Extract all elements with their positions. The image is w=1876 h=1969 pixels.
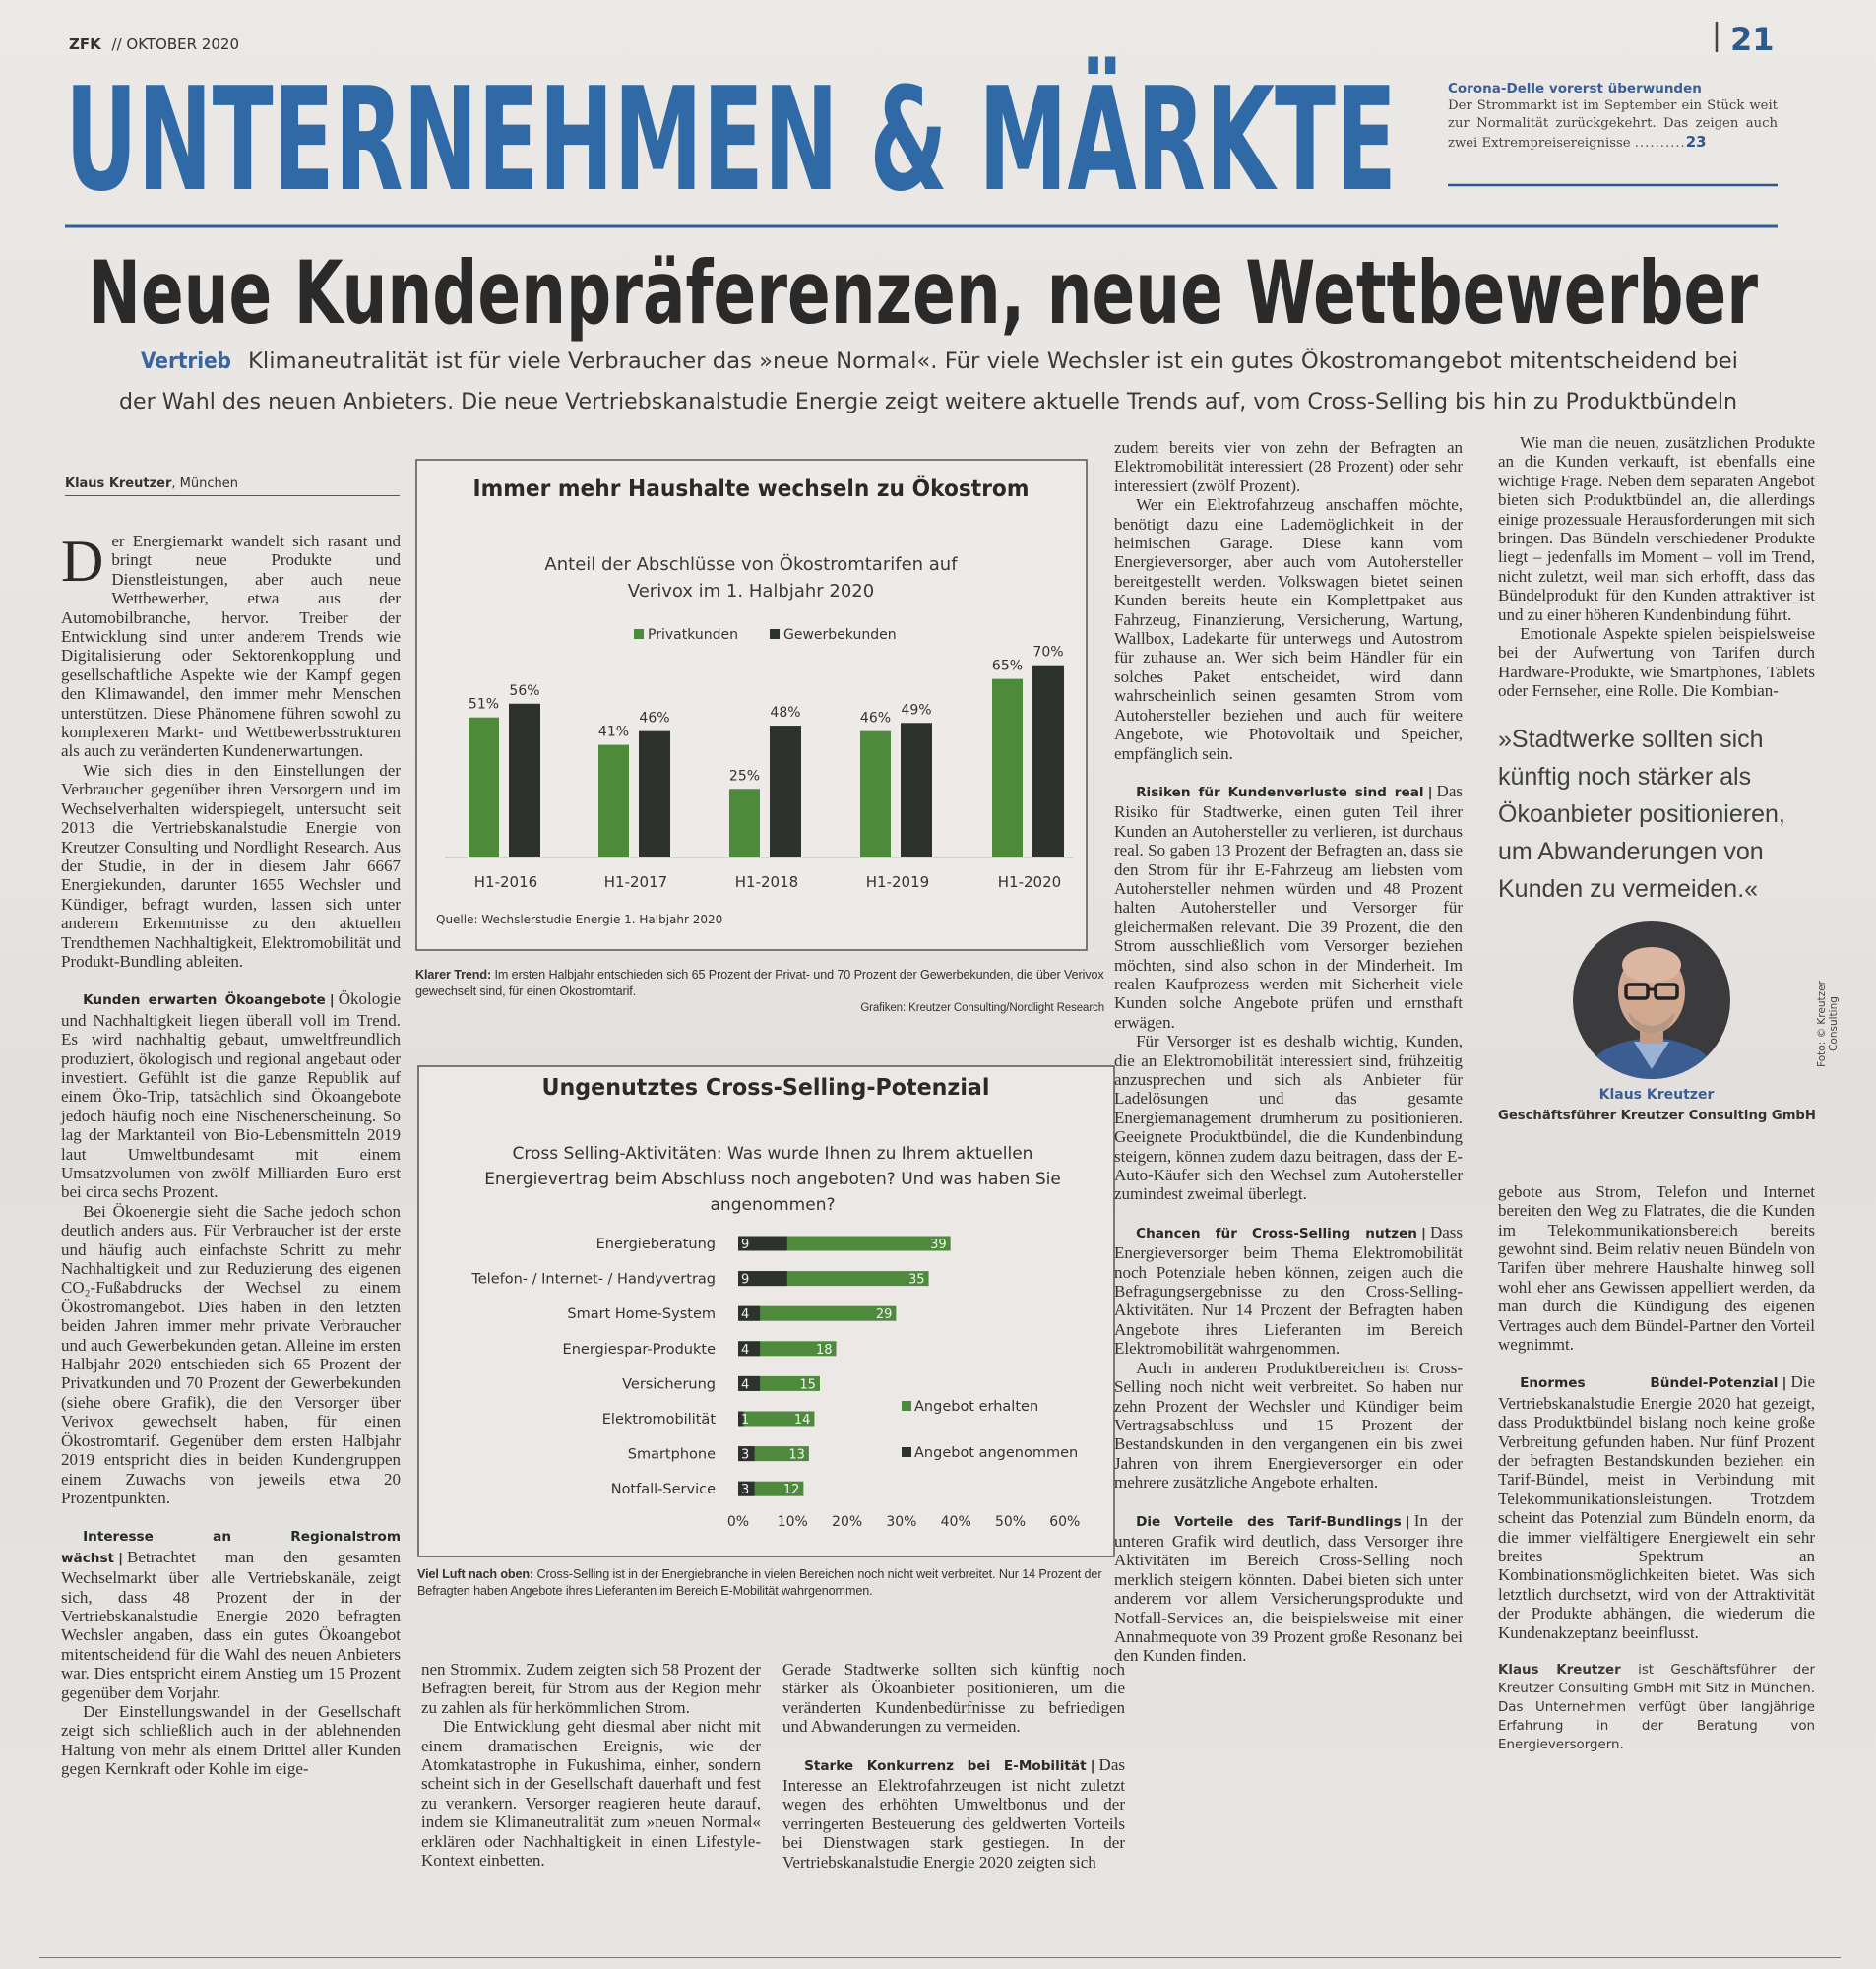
masthead bbox=[0, 0, 1876, 453]
bar-value-label-angenommen: 3 bbox=[741, 1447, 750, 1463]
paragraph bbox=[1498, 1182, 1815, 1355]
category-label: Smart Home-System bbox=[567, 1306, 716, 1323]
unit: % bbox=[746, 768, 761, 785]
subhead: Risiken für Kundenverluste sind real bbox=[1136, 784, 1424, 800]
column-5 bbox=[1114, 1223, 1463, 1666]
paragraph bbox=[782, 1660, 1125, 1737]
deck-kicker: Vertrieb bbox=[141, 349, 231, 374]
chart-question-2: Energievertrag beim Abschluss noch angeboten? Und was haben Sie bbox=[484, 1170, 1061, 1189]
subhead-separator: | bbox=[1782, 1375, 1787, 1392]
unit: % bbox=[877, 710, 892, 727]
bar-value-label bbox=[598, 725, 629, 740]
byline-place: , München bbox=[171, 476, 238, 491]
column-6 bbox=[1498, 433, 1815, 701]
category-label: Notfall-Service bbox=[610, 1482, 716, 1498]
bar-value-label bbox=[729, 768, 760, 784]
section-paragraph bbox=[1114, 782, 1463, 1032]
x-tick-label: 40% bbox=[940, 1514, 971, 1530]
column-4 bbox=[1114, 438, 1463, 1204]
section-title: UNTERNEHMEN & MÄRKTE bbox=[65, 57, 1397, 223]
paragraph-text: Wie sich dies in den Einstellungen der Verbraucher gegenüber ihren Versorgern und im Wechselverhalten widerspiegelt, untersucht seit 2013 die Vertriebskanalstudie Energie von Kreutzer Consulting und Nordlight Research. Aus der Studie, in der in diesem Jahr 6667 Energiekunden, darunter 1655 Wechsler und Kündiger, befragt wurden, lassen sich unter anderem Erkenntnisse zu den aktuellen Trendthemen Nachhaltigkeit, Elektromobilität und Produkt-Bundling ableiten. bbox=[61, 760, 401, 971]
drop-cap: D bbox=[61, 529, 104, 594]
issue-line bbox=[69, 35, 239, 53]
subhead: Chancen für Cross-Selling nutzen bbox=[1136, 1225, 1417, 1241]
value: 65 bbox=[991, 658, 1010, 674]
caption-lead: Klarer Trend: bbox=[415, 968, 492, 982]
bar-value-label-erhalten: 12 bbox=[782, 1483, 800, 1498]
bar-value-label-angenommen: 3 bbox=[741, 1483, 750, 1498]
paragraph-text: Wie man die neuen, zusätzlichen Produkte an die Kunden verkauft, ist ebenfalls eine wichtige Frage. Neben dem separaten Angebot bieten sich Produktbündel an, die allerdings einige prozessuale Herausforderungen mit sich bringen. Das Bündeln verschiedener Produkte liegt – jedenfalls im Moment – voll im Trend, nicht zuletzt, weil man sich erhofft, dass das Bündelprodukt für den Kunden attraktiver ist und zu einer höheren Kundenbindung führt. bbox=[1498, 433, 1815, 624]
value: 56 bbox=[509, 682, 528, 699]
bar-gewerbekunden bbox=[901, 723, 932, 857]
bar-value-label bbox=[1032, 645, 1063, 661]
byline-author: Klaus Kreutzer bbox=[65, 476, 172, 491]
paragraph-text: Für Versorger ist es deshalb wichtig, Kunden, die an Elektromobilität interessiert sind, frühzeitig anzusprechen und sich als Anbieter für Ladelösungen und das gesamte Energiemanagement drumherum zu positionieren. Geeignete Produktbündel, die die Kundenbindung steigern, können zudem dazu beitragen, dass der E-Auto-Käufer sich den Wechsel zum Autohersteller zumindest zweimal überlegt. bbox=[1114, 1032, 1463, 1204]
section-paragraph bbox=[1114, 1511, 1463, 1666]
chart-subtitle-2: Verivox im 1. Halbjahr 2020 bbox=[627, 581, 875, 602]
bar-gewerbekunden bbox=[509, 704, 540, 857]
bar-value-label-erhalten: 35 bbox=[908, 1272, 925, 1288]
subhead: Enormes Bündel-Potenzial bbox=[1520, 1375, 1779, 1392]
portrait-block bbox=[1498, 921, 1840, 1133]
subhead: Starke Konkurrenz bei E-Mobilität bbox=[804, 1757, 1087, 1774]
category-label: Energiespar-Produkte bbox=[562, 1341, 716, 1358]
bar-angebot-erhalten bbox=[738, 1306, 896, 1321]
paragraph bbox=[1114, 1032, 1463, 1204]
paragraph-text: zudem bereits vier von zehn der Befragten an Elektromobilität interessiert (28 Prozent) oder sehr interessiert (zwölf Prozent). bbox=[1114, 438, 1463, 495]
legend-label: Gewerbekunden bbox=[783, 627, 897, 643]
bar-gewerbekunden bbox=[1032, 666, 1064, 857]
bar-value-label-erhalten: 29 bbox=[875, 1307, 893, 1323]
unit: % bbox=[1050, 644, 1064, 661]
bar-privatkunden bbox=[598, 745, 629, 857]
section-paragraph bbox=[61, 989, 401, 1201]
x-tick-label: 50% bbox=[994, 1514, 1027, 1530]
bar-privatkunden bbox=[729, 789, 760, 857]
category-label: Telefon- / Internet- / Handyvertrag bbox=[471, 1271, 716, 1288]
bar-value-label-erhalten: 13 bbox=[788, 1447, 805, 1463]
column-stack-middle bbox=[1114, 438, 1463, 1666]
bar-value-label-erhalten: 39 bbox=[930, 1238, 947, 1252]
column-7 bbox=[1498, 1182, 1815, 1754]
graphics-credit: Grafiken: Kreutzer Consulting/Nordlight Research bbox=[860, 1002, 1104, 1014]
bar-value-label-erhalten: 14 bbox=[793, 1413, 811, 1428]
bar-value-label-angenommen: 1 bbox=[741, 1413, 750, 1428]
portrait-name: Klaus Kreutzer bbox=[1598, 1086, 1715, 1103]
paragraph bbox=[421, 1717, 761, 1870]
teaser[interactable] bbox=[1448, 81, 1778, 153]
x-tick-label: 20% bbox=[832, 1514, 863, 1530]
section-paragraph bbox=[1114, 1223, 1463, 1359]
chart-2-caption bbox=[417, 1566, 1122, 1600]
category-label: H1-2016 bbox=[473, 873, 538, 891]
unit: % bbox=[485, 696, 500, 713]
unit: % bbox=[657, 710, 670, 727]
byline bbox=[65, 476, 400, 496]
paragraph-text: Der Einstellungswandel in der Gesellschaft zeigt sich schließlich auch in der ablehnenden Haltung von mehr als einem Drittel aller Kunden gegen Kernkraft oder Kohle im eige- bbox=[61, 1701, 401, 1779]
value: 51 bbox=[468, 696, 486, 713]
legend-label: Angebot angenommen bbox=[914, 1445, 1079, 1461]
page-bottom-rule bbox=[39, 1957, 1841, 1958]
paragraph bbox=[421, 1660, 761, 1717]
section-paragraph bbox=[61, 1526, 401, 1702]
chart-subtitle-1: Anteil der Abschlüsse von Ökostromtarifen auf bbox=[544, 554, 958, 575]
legend-label: Angebot erhalten bbox=[914, 1399, 1039, 1415]
author-bio-text: ist Geschäftsführer der Kreutzer Consulting GmbH mit Sitz in München. Das Unternehmen verfügt über langjährige Erfahrung in der Beratung von Energieversorgern. bbox=[1498, 1663, 1815, 1753]
paragraph-text: Bei Ökoenergie sieht die Sache jedoch schon deutlich anders aus. Für Verbraucher ist der erste und häufig auch einfachste Schritt zu mehr Nachhaltigkeit und zur Reduzierung des eigenen CO₂-Fußabdrucks der Wechsel zu einem Ökostromangebot. Dies haben in den letzten beiden Jahren immer mehr private Verbraucher und auch Gewerbekunden getan. Alleine im ersten Halbjahr 2020 entschieden sich 65 Prozent der Privatkunden und 70 Prozent der Gewerbekunden (siehe obere Grafik), die den Versorger über Verivox gewechselt haben, für einen Ökostromtarif. Gegenüber dem ersten Halbjahr 2019 entspricht dies in beiden Kundengruppen einem Zuwachs von jeweils etwa 20 Prozentpunkten. bbox=[61, 1201, 401, 1507]
teaser-leader: .......... bbox=[1634, 136, 1686, 151]
section-paragraph bbox=[1498, 1372, 1815, 1642]
x-tick-label: 10% bbox=[777, 1514, 808, 1530]
column-2 bbox=[421, 1660, 761, 1870]
issue-date: // OKTOBER 2020 bbox=[111, 35, 239, 53]
value: 48 bbox=[770, 705, 788, 722]
section-paragraph bbox=[782, 1755, 1125, 1872]
paragraph-text: Die Entwicklung geht diesmal aber nicht mit einem dramatischen Ereignis, wie der Atomkatastrophe in Fukushima, einher, sondern scheint sich in der Gesellschaft dauerhaft und fest zu verankern. Versorger reagieren heute darauf, indem sie Klimaneutralität zum »neuen Normal« erklären oder Nachhaltigkeit in einen Lifestyle-Kontext einbetten. bbox=[421, 1717, 761, 1871]
legend-label: Privatkunden bbox=[648, 627, 738, 643]
bar-value-label-angenommen: 4 bbox=[741, 1342, 750, 1358]
paragraph bbox=[1114, 1359, 1463, 1493]
subhead: Kunden erwarten Ökoangebote bbox=[83, 992, 326, 1009]
subhead-separator: | bbox=[1427, 784, 1433, 800]
bar-value-label-erhalten: 18 bbox=[815, 1342, 833, 1358]
subhead-separator: | bbox=[1090, 1757, 1095, 1774]
portrait-photo bbox=[1573, 921, 1730, 1079]
subhead-separator: | bbox=[329, 992, 335, 1009]
deck-line-1: Klimaneutralität ist für viele Verbraucher das »neue Normal«. Für viele Wechsler ist ein gutes Ökostromangebot mitentscheidend bei bbox=[248, 349, 1690, 374]
column-stack-right bbox=[1498, 433, 1840, 1754]
bar-gewerbekunden bbox=[639, 731, 670, 857]
paragraph-text: Emotionale Aspekte spielen beispielsweise bei der Aufwertung von Tarifen durch Hardware-Produkte, wie Smartphones, Tablets oder Fernseher, eine Rolle. Die Kombian- bbox=[1498, 624, 1815, 701]
paragraph bbox=[1498, 624, 1815, 701]
bar-value-label-erhalten: 15 bbox=[799, 1377, 816, 1393]
paragraph bbox=[1498, 433, 1815, 624]
paragraph-text: Betrachtet man den gesamten Wechselmarkt über alle Vertriebskanäle, zeigt sich, dass 48 Prozent der in der Vertriebskanalstudie Energie 2020 befragten Wechsler angaben, dass ein gutes Ökoangebot mitentscheidend für die Wahl des neuen Anbieters war. Dies entspricht einem Anstieg um 15 Prozent gegenüber dem Vorjahr. bbox=[61, 1547, 401, 1702]
subhead: Die Vorteile des Tarif-Bundlings bbox=[1136, 1513, 1402, 1530]
bar-value-label-angenommen: 4 bbox=[741, 1377, 750, 1393]
value: 46 bbox=[639, 710, 657, 727]
teaser-text bbox=[1448, 97, 1778, 153]
paragraph-text: gebote aus Strom, Telefon und Internet bereiten den Weg zu Flatrates, die die Kunden im Telekommunikationsbereich bereits gewohnt sind. Beim relativ neuen Bündeln von Tarifen über mehrere Haushalte hinweg soll wohl eher ans Gewissen appelliert werden, da man durch die Kündigung des eigenen Vertrages auch dem Bündel-Partner den Vorteil wegnimmt. bbox=[1498, 1181, 1815, 1354]
bar-value-label bbox=[992, 659, 1023, 674]
category-label: Versicherung bbox=[622, 1376, 716, 1393]
unit: % bbox=[787, 705, 801, 722]
paragraph-text: Ökologie und Nachhaltigkeit liegen überall voll im Trend. Es wird nachhaltig gebaut, umweltfreundlich produziert, ökologisch und regional angebaut oder investiert. Gefühlt ist die ganze Republik auf einem Öko-Trip, tatsächlich sind Ökoangebote jedoch häufig noch eine Nischenerscheinung. So lag der Marktanteil von Bio-Lebensmitteln 2019 laut Umweltbundesamt mit einem Umsatzvolumen von zwölf Milliarden Euro erst bei circa sechs Prozent. bbox=[61, 989, 401, 1202]
category-label: Smartphone bbox=[627, 1446, 716, 1463]
bar-gewerbekunden bbox=[770, 726, 801, 857]
chart-title: Immer mehr Haushalte wechseln zu Ökostrom bbox=[472, 476, 1062, 502]
value: 46 bbox=[859, 710, 878, 727]
subhead-separator: | bbox=[1420, 1225, 1426, 1241]
chart-cross-selling bbox=[417, 1065, 1115, 1557]
bar-value-label bbox=[901, 702, 931, 718]
subhead-separator: | bbox=[118, 1550, 124, 1566]
paragraph-text: Dass Energieversorger beim Thema Elektromobilität noch Potenziale heben können, zeigen auch die Befragungsergebnisse zu den Cross-Selling-Aktivitäten. Nur 14 Prozent der Befragten haben Angebote ihres Lieferanten im Bereich Elektromobilität wahrgenommen. bbox=[1114, 1222, 1463, 1359]
bar-value-label bbox=[770, 705, 800, 721]
paragraph-text: er Energiemarkt wandelt sich rasant und bringt neue Produkte und Dienstleistungen, aber auch neue Wettbewerber, etwa aus der Automobilbranche, hervor. Treiber der Entwicklung sind unter anderem Trends wie Digitalisierung oder Sektorenkopplung und gesellschaftliche Aspekte wie der Kampf gegen den Klimawandel, den immer mehr Menschen unterstützen. Diese Phänomene führen sowohl zu komplexeren Markt- und Wettbewerbsstrukturen als auch zu veränderten Kundenerwartungen. bbox=[61, 532, 401, 761]
bar-value-label bbox=[509, 683, 539, 699]
category-label: H1-2017 bbox=[603, 873, 668, 891]
category-label: H1-2020 bbox=[997, 873, 1062, 891]
unit: % bbox=[918, 702, 932, 719]
category-label: H1-2018 bbox=[734, 873, 799, 891]
legend-swatch bbox=[634, 629, 644, 639]
pull-quote: »Stadtwerke sollten sich künftig noch stärker als Ökoanbieter positionieren, um Abwanderungen von Kunden zu vermeiden.« bbox=[1498, 725, 1785, 903]
x-tick-label: 30% bbox=[886, 1514, 917, 1530]
subhead: Interesse an Regionalstrom wächst bbox=[61, 1529, 401, 1566]
chart-1-caption bbox=[415, 967, 1104, 1017]
chart-question-3: angenommen? bbox=[710, 1195, 836, 1215]
author-bio-name: Klaus Kreutzer bbox=[1498, 1663, 1621, 1679]
unit: % bbox=[615, 724, 630, 740]
paragraph-text: nen Strommix. Zudem zeigten sich 58 Prozent der Befragten bereit, für Strom aus der Region mehr zu zahlen als für herkömmlichen Strom. bbox=[421, 1660, 761, 1717]
paragraph bbox=[61, 1202, 401, 1508]
value: 70 bbox=[1032, 644, 1051, 661]
teaser-title: Corona-Delle vorerst überwunden bbox=[1448, 81, 1702, 96]
paragraph-text: Gerade Stadtwerke sollten sich künftig noch stärker als Ökoanbieter positionieren, um die veränderten Kundenbedürfnisse zu befriedigen und Abwanderungen zu vermeiden. bbox=[782, 1660, 1125, 1737]
bar-value-label bbox=[639, 711, 669, 727]
value: 41 bbox=[597, 724, 616, 740]
value: 49 bbox=[901, 702, 919, 719]
paragraph bbox=[61, 529, 401, 761]
photo-credit: Foto: © Kreutzer Consulting bbox=[1816, 980, 1840, 1067]
legend-swatch bbox=[770, 629, 780, 639]
subhead-separator: | bbox=[1405, 1513, 1410, 1530]
caption-text: Cross-Selling ist in der Energiebranche in vielen Bereichen noch nicht weit verbreitet. Nur 14 Prozent der Befragten haben Angebote ihres Lieferanten im Bereich E-Mobilität wahrgenommen. bbox=[417, 1567, 1102, 1598]
paragraph bbox=[61, 761, 401, 971]
column-3 bbox=[782, 1660, 1125, 1872]
category-label: Elektromobilität bbox=[601, 1412, 716, 1428]
brand-name: ZFK bbox=[69, 35, 101, 53]
deck-line-2: der Wahl des neuen Anbieters. Die neue Vertriebskanalstudie Energie zeigt weitere aktuelle Trends auf, vom Cross-Selling bis hin zu Produktbündeln bbox=[119, 390, 1737, 414]
caption-text: Im ersten Halbjahr entschieden sich 65 Prozent der Privat- und 70 Prozent der Gewerbekunden, die über Verivox gewechselt sind, für einen Ökostromtarif. bbox=[415, 968, 1104, 998]
unit: % bbox=[527, 682, 540, 699]
paragraph-text: Auch in anderen Produktbereichen ist Cross-Selling noch nicht weit verbreitet. So haben nur zehn Prozent der Wechsler und Kündiger beim Vertragsabschluss und 15 Prozent der Bestandskunden in den vergangenen ein bis zwei Jahren von ihrem Energieversorger ein oder mehrere zusätzliche Angebote erhalten. bbox=[1114, 1358, 1463, 1493]
paragraph bbox=[1114, 438, 1463, 495]
legend-swatch bbox=[902, 1401, 911, 1411]
bar-value-label bbox=[860, 711, 891, 727]
unit: % bbox=[1009, 658, 1024, 674]
caption-lead: Viel Luft nach oben: bbox=[417, 1567, 534, 1581]
teaser-body: Der Strommarkt ist im September ein Stück weit zur Normalität zurückgekehrt. Das zeigen auch zwei Extrempreisereignisse bbox=[1448, 98, 1778, 151]
chart-title: Ungenutztes Cross-Selling-Potenzial bbox=[541, 1075, 990, 1101]
author-bio bbox=[1498, 1661, 1815, 1754]
paragraph bbox=[61, 1702, 401, 1779]
portrait-title: Geschäftsführer Kreutzer Consulting GmbH bbox=[1498, 1108, 1816, 1123]
x-tick-label: 60% bbox=[1049, 1514, 1081, 1530]
paragraph-text: Die Vertriebskanalstudie Energie 2020 hat gezeigt, dass Produktbündel bislang noch keine große Verbreitung gefunden haben. Nur fünf Prozent der befragten Bestandskunden beziehen ein Tarif-Bündel, meist in Verbindung mit Telekommunikationsleistungen. Trotzdem scheint das Potenzial zum Bündeln enorm, da die immer vielfältigere Energiewelt ein sehr breites Spektrum an Kombinationsmöglichkeiten bietet. Was sich letztlich durchsetzt, wird von der Attraktivität der Produkte abhängen, die wiederum die Kundenakzeptanz beeinflusst. bbox=[1498, 1372, 1815, 1642]
bar-value-label-angenommen: 4 bbox=[741, 1307, 750, 1323]
x-tick-label: 0% bbox=[726, 1514, 750, 1530]
column-1 bbox=[61, 529, 401, 1779]
value: 25 bbox=[728, 768, 747, 785]
legend-swatch bbox=[902, 1447, 911, 1457]
chart-source: Quelle: Wechslerstudie Energie 1. Halbjahr 2020 bbox=[436, 913, 723, 926]
paragraph-text: Wer ein Elektrofahrzeug anschaffen möchte, benötigt dazu eine Lademöglichkeit in der heimischen Garage. Diese kann vom Energieversorger, aber auch vom Autohersteller bereitgestellt werden. Volkswagen bietet seinen Kunden bereits heute ein Komplettpaket aus Fahrzeug, Finanzierung, Versicherung, Wartung, Wallbox, Ladekarte für unterwegs und Autostrom für zuhause an. Wer sich beim Händler für ein solches Paket entscheidet, wird dann wahrscheinlich seinen gesamten Strom vom Autohersteller beziehen und auch für weitere Angebote, wie Photovoltaik und Speicher, empfänglich sein. bbox=[1114, 495, 1463, 763]
chart-oekostrom bbox=[415, 459, 1088, 951]
paragraph-text: Das Risiko für Stadtwerke, einen guten Teil ihrer Kunden an Autohersteller zu verlieren, ist durchaus real. So gaben 13 Prozent der Befragten an, dass sie den Strom für ihr E-Fahrzeug am liebsten vom Autohersteller nehmen würden und 48 Prozent halten Autohersteller und Versorger für gleichermaßen relevant. Die 39 Prozent, die den Strom ausschließlich vom Versorger beziehen möchten, sind also schon in der Minderheit. Im realen Kaufprozess werden mit Sicherheit viele Kunden solche Angebote prüfen und ernsthaft erwägen. bbox=[1114, 781, 1463, 1032]
bar-privatkunden bbox=[992, 679, 1023, 857]
bar-privatkunden bbox=[860, 731, 891, 857]
page-number: 21 bbox=[1730, 21, 1775, 58]
paragraph bbox=[1114, 495, 1463, 763]
bar-privatkunden bbox=[469, 718, 499, 857]
category-label: Energieberatung bbox=[595, 1237, 716, 1252]
teaser-page-ref[interactable]: 23 bbox=[1685, 133, 1707, 151]
bar-value-label bbox=[469, 697, 499, 713]
chart-question-1: Cross Selling-Aktivitäten: Was wurde Ihnen zu Ihrem aktuellen bbox=[512, 1144, 1033, 1164]
paragraph-text: In der unteren Grafik wird deutlich, dass Versorger ihre Aktivitäten im Bereich Cross-Selling noch merklich steigern könnten. Dabei bieten sich unter anderem vor allem Versicherungsprodukte und Notfall-Services an, die beispielsweise mit einer Annahmequote von 39 Prozent große Resonanz bei den Kunden finden. bbox=[1114, 1510, 1463, 1666]
headline: Neue Kundenpräferenzen, neue Wettbewerber bbox=[88, 242, 1759, 344]
bar-value-label-angenommen: 9 bbox=[741, 1272, 750, 1288]
bar-value-label-angenommen: 9 bbox=[741, 1238, 750, 1252]
paragraph-text: Das Interesse an Elektrofahrzeugen ist nicht zuletzt wegen des erhöhten Umweltbonus und der verringerten Besteuerung des geldwerten Vorteils bei Dienstwagen stark gestiegen. In der Vertriebskanalstudie Energie 2020 zeigten sich bbox=[782, 1754, 1125, 1872]
category-label: H1-2019 bbox=[865, 873, 930, 891]
